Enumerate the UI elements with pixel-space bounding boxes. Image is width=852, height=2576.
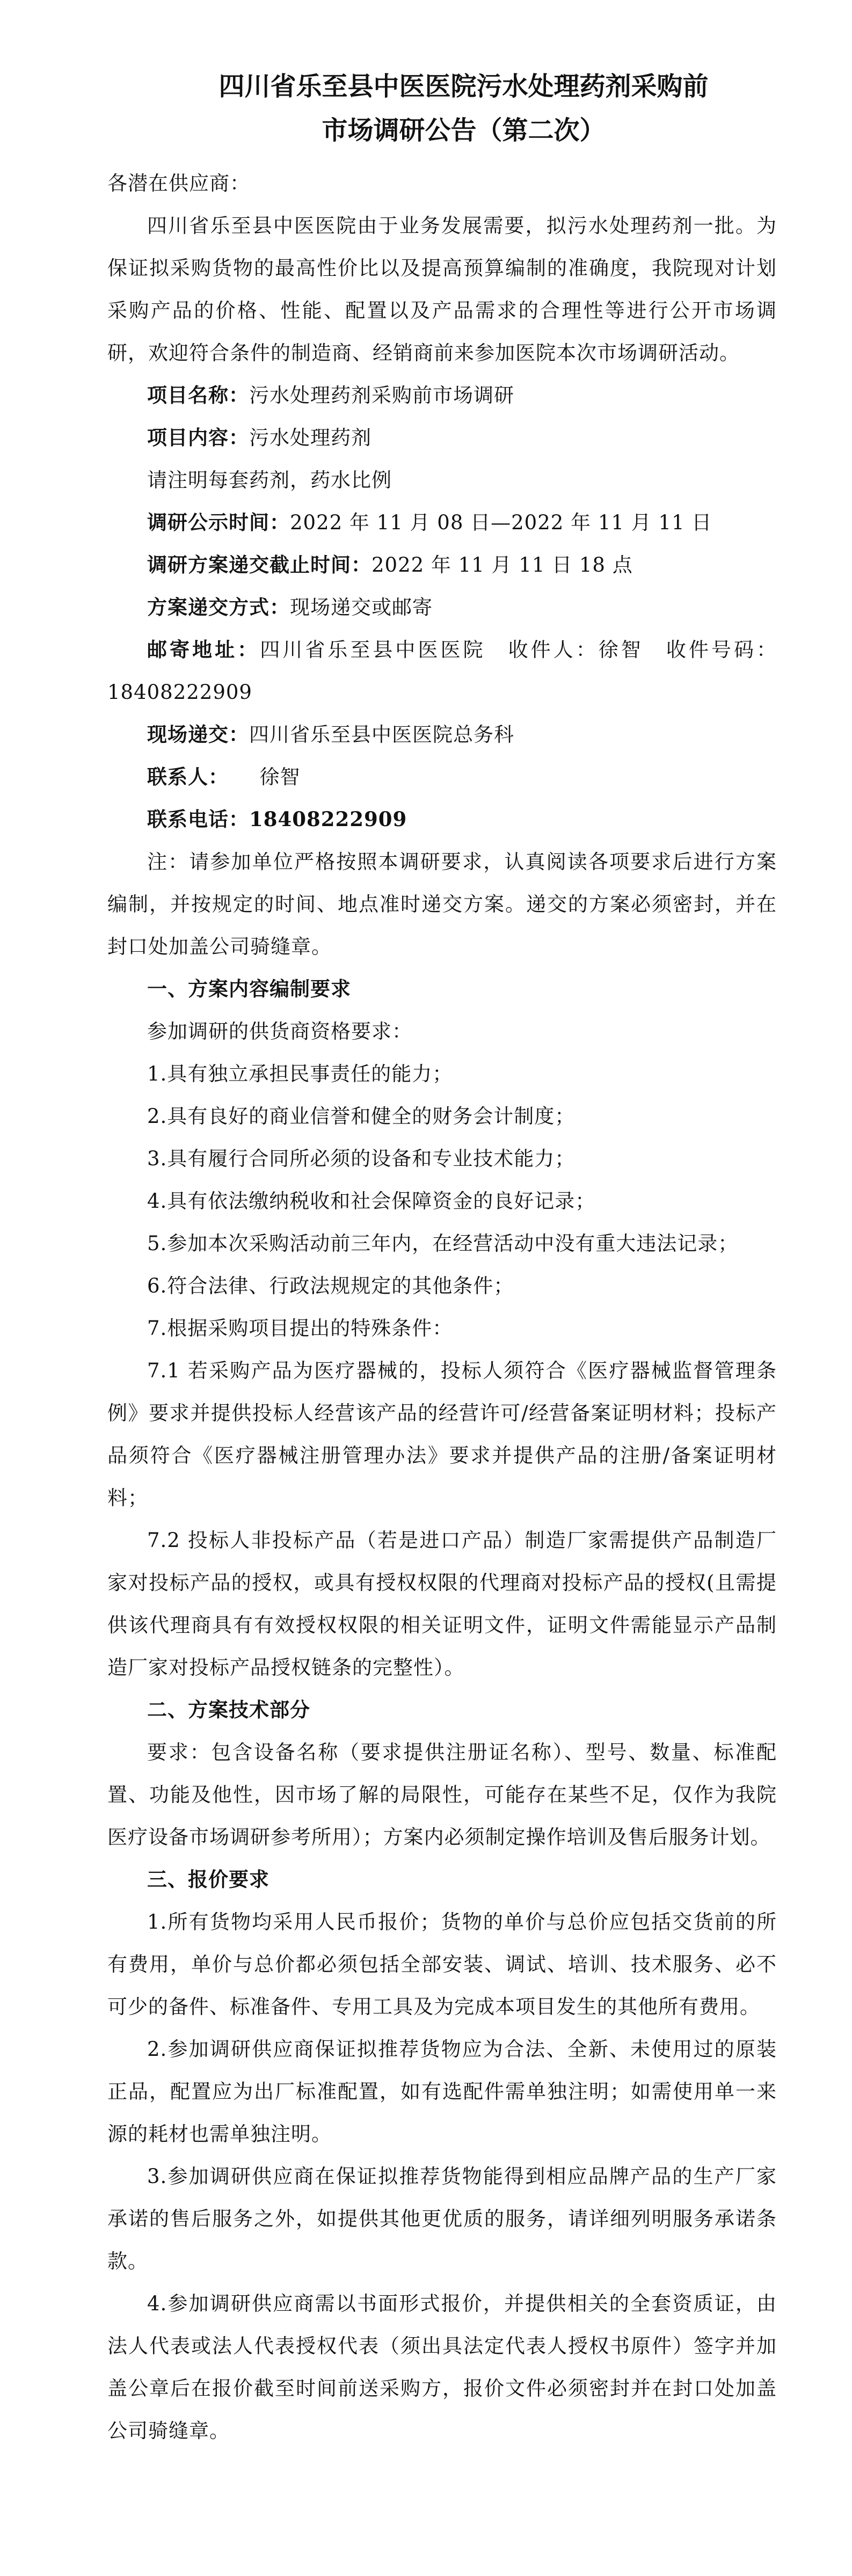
section3-item: 2.参加调研供应商保证拟推荐货物应为合法、全新、未使用过的原装正品，配置应为出厂标准配置，如有选配件需单独注明；如需使用单一来源的耗材也需单独注明。 xyxy=(107,2038,777,2146)
phone-label: 联系电话： xyxy=(147,807,249,831)
section1-item: 2.具有良好的商业信誉和健全的财务会计制度； xyxy=(147,1105,576,1128)
project-content-label: 项目内容： xyxy=(147,426,249,449)
section2-body: 要求：包含设备名称（要求提供注册证名称）、型号、数量、标准配置、功能及他性，因市场了解的局限性，可能存在某些不足，仅作为我院医疗设备市场调研参考所用）；方案内必须制定操作培训及售后服务计划。 xyxy=(107,1741,777,1849)
section1-item: 1.具有独立承担民事责任的能力； xyxy=(147,1062,453,1085)
salutation: 各潜在供应商： xyxy=(107,172,250,195)
survey-period-row xyxy=(107,501,777,544)
section1-item: 5.参加本次采购活动前三年内，在经营活动中没有重大违法记录； xyxy=(147,1232,739,1255)
title-line-1: 四川省乐至县中医医院污水处理药剂采购前 xyxy=(219,71,709,101)
deadline-label: 调研方案递交截止时间： xyxy=(147,553,372,577)
mail-address-label: 邮寄地址： xyxy=(147,638,260,661)
section1-lead: 参加调研的供货商资格要求： xyxy=(147,1020,412,1043)
section3-heading: 三、报价要求 xyxy=(147,1868,270,1891)
contact-value: 徐智 xyxy=(259,765,301,789)
section1-item: 4.具有依法缴纳税收和社会保障资金的良好记录； xyxy=(147,1190,596,1213)
section3-item: 3.参加调研供应商在保证拟推荐货物能得到相应品牌产品的生产厂家承诺的售后服务之外，如提供其他更优质的服务，请详细列明服务承诺条款。 xyxy=(107,2165,777,2273)
section3-item: 1.所有货物均采用人民币报价；货物的单价与总价应包括交货前的所有费用，单价与总价都必须包括全部安装、调试、培训、技术服务、必不可少的备件、标准备件、专用工具及为完成本项目发生的其他所有费用。 xyxy=(107,1910,777,2018)
intro-paragraph: 四川省乐至县中医医院由于业务发展需要，拟污水处理药剂一批。为保证拟采购货物的最高性价比以及提高预算编制的准确度，我院现对计划采购产品的价格、性能、配置以及产品需求的合理性等进行公开市场调研，欢迎符合条件的制造商、经销商前来参加医院本次市场调研活动。 xyxy=(107,214,777,364)
page-title xyxy=(150,64,777,152)
mail-address-row xyxy=(107,629,777,713)
project-name-row xyxy=(107,374,777,417)
mail-address-value: 四川省乐至县中医医院 收件人：徐智 收件号码：18408222909 xyxy=(107,638,777,704)
note-line: 请注明每套药剂，药水比例 xyxy=(147,469,392,492)
delivery-method-value: 现场递交或邮寄 xyxy=(290,596,433,619)
section2-heading: 二、方案技术部分 xyxy=(147,1698,310,1721)
onsite-value: 四川省乐至县中医医院总务科 xyxy=(249,723,514,746)
project-name-value: 污水处理药剂采购前市场调研 xyxy=(249,384,514,407)
section1-item: 7.根据采购项目提出的特殊条件： xyxy=(147,1317,453,1340)
delivery-method-row xyxy=(107,586,777,629)
deadline-row xyxy=(107,544,777,586)
section3-item: 4.参加调研供应商需以书面形式报价，并提供相关的全套资质证，由法人代表或法人代表授权代表（须出具法定代表人授权书原件）签字并加盖公章后在报价截至时间前送采购方，报价文件必须密封并在封口处加盖公司骑缝章。 xyxy=(107,2292,777,2442)
project-name-label: 项目名称： xyxy=(147,383,249,407)
survey-period-value: 2022 年 11 月 08 日—2022 年 11 月 11 日 xyxy=(290,511,712,534)
project-content-row xyxy=(107,417,777,459)
delivery-method-label: 方案递交方式： xyxy=(147,595,290,619)
onsite-label: 现场递交： xyxy=(147,723,249,746)
notice-paragraph: 注：请参加单位严格按照本调研要求，认真阅读各项要求后进行方案编制，并按规定的时间、地点准时递交方案。递交的方案必须密封，并在封口处加盖公司骑缝章。 xyxy=(107,850,777,958)
phone-value: 18408222909 xyxy=(249,807,407,831)
phone-row xyxy=(107,798,777,841)
section1-item: 7.1 若采购产品为医疗器械的，投标人须符合《医疗器械监督管理条例》要求并提供投标人经营该产品的经营许可/经营备案证明材料；投标产品须符合《医疗器械注册管理办法》要求并提供产品的注册/备案证明材料； xyxy=(107,1359,777,1509)
project-content-value: 污水处理药剂 xyxy=(249,426,372,449)
deadline-value: 2022 年 11 月 11 日 18 点 xyxy=(372,553,633,577)
section1-item: 7.2 投标人非投标产品（若是进口产品）制造厂家需提供产品制造厂家对投标产品的授权，或具有授权权限的代理商对投标产品的授权(且需提供该代理商具有有效授权权限的相关证明文件，证明文件需能显示产品制造厂家对投标产品授权链条的完整性）。 xyxy=(107,1529,777,1679)
title-line-2: 市场调研公告（第二次） xyxy=(322,115,606,145)
contact-row xyxy=(107,756,777,798)
section1-item: 3.具有履行合同所必须的设备和专业技术能力； xyxy=(147,1147,576,1170)
section1-heading: 一、方案内容编制要求 xyxy=(147,977,351,1001)
survey-period-label: 调研公示时间： xyxy=(147,510,290,534)
section1-item: 6.符合法律、行政法规规定的其他条件； xyxy=(147,1274,514,1297)
contact-label: 联系人： xyxy=(147,765,219,789)
onsite-row xyxy=(107,713,777,756)
